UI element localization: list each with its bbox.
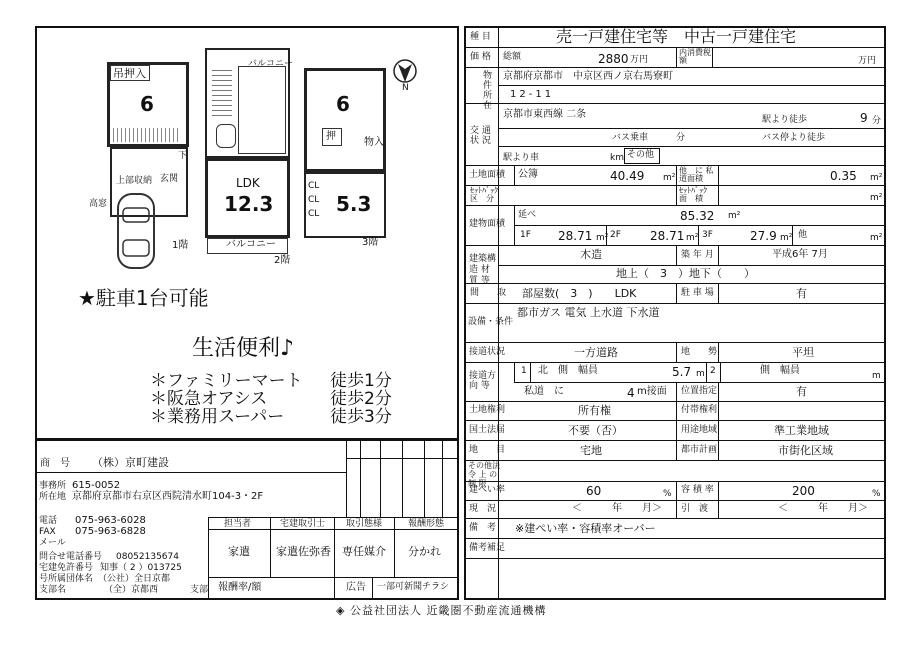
terrain: 平坦 (792, 346, 814, 359)
status-label: 現 況 (469, 504, 497, 514)
price-value: 2880 (598, 52, 629, 66)
f3-cl-1: CL (308, 181, 320, 191)
f3-room-size: 6 (336, 92, 350, 116)
location-line-2: 12-11 (510, 89, 555, 100)
f2-area: 28.71 (650, 229, 685, 243)
attached-label: 付帯権利 (681, 405, 718, 415)
remarks-label: 備 考 (469, 523, 497, 533)
price-prefix: 総額 (503, 52, 522, 62)
type-label: 種 目 (470, 32, 491, 42)
facilities: 都市ガス 電気 上水道 下水道 (517, 306, 660, 319)
land-right-label: 土地権利 (469, 405, 506, 415)
tax-label: 内消費税 額 (679, 48, 711, 65)
landcat: 宅地 (580, 444, 602, 457)
zoning: 準工業地域 (774, 424, 829, 437)
far: 200 (792, 484, 815, 498)
staff-header: 担当者 (224, 519, 252, 529)
land-m2: m² (663, 173, 676, 183)
staff-header: 取引態様 (346, 519, 383, 529)
price-unit: 万円 (630, 55, 649, 65)
f2-cl: CL (308, 195, 320, 205)
agent-inquiry: 08052135674 (116, 552, 179, 562)
location-line-1: 京都府京都市 中京区西ノ京右馬寮町 (503, 71, 673, 82)
f2-balcony-top: バルコニー (248, 59, 294, 69)
private-road-m2: m² (870, 173, 883, 183)
nearby-name: ＊ファミリーマート (150, 371, 303, 391)
f3-area-m2: m² (780, 233, 793, 243)
city-plan: 市街化区域 (778, 444, 833, 457)
f1-hall: 下 (178, 151, 188, 161)
tax-unit: 万円 (858, 56, 877, 66)
zoning-label: 用途地域 (681, 425, 718, 435)
delivery-label: 引 渡 (681, 504, 709, 514)
ad-value: 一部可新聞チラシ (377, 582, 450, 592)
agent-branch: （全）京都西 (104, 585, 159, 595)
layout-label: 間 取 (470, 288, 507, 298)
agent-group: （公社）全日京都 (98, 574, 171, 584)
f2-label: 2階 (274, 255, 291, 266)
agent-address: 京都府京都市右京区西院清水町104-3・2F (72, 491, 264, 502)
by-car: 駅より車 (503, 153, 540, 163)
f3-area-label: 3F (702, 230, 713, 240)
parking-note: ★駐車1台可能 (78, 286, 209, 310)
built-label: 築 年 月 (681, 250, 714, 260)
f1-oshiire: 吊押入 (113, 67, 146, 80)
agent-zip: 615-0052 (72, 480, 121, 491)
agent-tel-label: 電話 (39, 516, 58, 526)
agent-branch-label: 支部名 (39, 585, 67, 595)
dir1: 北 側 幅員 (538, 365, 598, 376)
walk-minutes: 9 (860, 111, 868, 125)
bldg-label: 建物面積 (469, 219, 506, 229)
agent-group-label: 号所属団体名 (39, 574, 94, 584)
f3-area: 27.9 (750, 229, 777, 243)
bcr: 60 (586, 484, 602, 498)
parking-label: 駐 車 場 (681, 288, 714, 298)
private-road-area: 0.35 (830, 169, 857, 183)
property-type: 売一戸建住宅等 中古一戸建住宅 (556, 27, 797, 46)
bus-unit: 分 (676, 133, 686, 143)
built-date: 平成6年 7月 (772, 249, 828, 260)
nearby-name: ＊業務用スーパー (150, 407, 285, 427)
f2-room-size: 5.3 (336, 192, 372, 216)
walk-label: 駅より徒歩 (762, 115, 808, 125)
frontage: m接面 (637, 386, 667, 397)
restriction-label: その他法令 上 の 制 限 (468, 461, 500, 488)
land-label: 土地面積 (469, 170, 506, 180)
setback-area-label: ｾｯﾄﾊﾞｯｸ 面 積 (679, 186, 707, 204)
agent-license-label: 宅建免許番号 (39, 563, 94, 573)
nearby-dist: 徒歩1分 (330, 371, 392, 391)
convenience-title: 生活便利♪ (192, 336, 295, 361)
other-area-label: 他 (798, 230, 808, 240)
dir2: 側 幅員 (760, 365, 800, 376)
setback-label: ｾｯﾄﾊﾞｯｸ 区 分 (470, 186, 498, 204)
car-icon (112, 188, 160, 272)
agent-office-label: 事務所 (39, 481, 67, 491)
setback-m2: m² (870, 193, 883, 203)
staff-header: 宅建取引士 (280, 519, 326, 529)
agent-branch-suffix: 支部 (190, 585, 209, 595)
plan-label: 都市計画 (681, 445, 718, 455)
layout: 部屋数( 3 ) LDK (522, 287, 637, 300)
road: 一方道路 (574, 346, 618, 359)
f3-oshiire: 押 (326, 131, 336, 142)
private-width: 4 (627, 386, 635, 400)
floors: 地上（ 3 ）地下（ ） (616, 267, 755, 280)
nearby-dist: 徒歩2分 (330, 389, 392, 409)
f3-cl-2: CL (308, 209, 320, 219)
footer-org: ◈ 公益社団法人 近畿圏不動産流通機構 (336, 604, 547, 617)
delivery: ＜ 年 月＞ (778, 503, 868, 514)
notice: 不要（否） (568, 424, 623, 437)
other-area-m2: m² (870, 233, 883, 243)
nearby-name: ＊阪急オアシス (150, 389, 268, 409)
agent-name: （株）京町建設 (92, 456, 169, 469)
nearby-dist: 徒歩3分 (330, 407, 392, 427)
terrain-label: 地 勢 (681, 347, 718, 357)
notice-label: 国土法届 (469, 425, 506, 435)
total-area: 85.32 (680, 209, 715, 223)
remarks: ※建ぺい率・容積率オーバー (515, 522, 656, 535)
agent-fax: 075-963-6828 (75, 526, 146, 537)
staff-value: 家遣佐弥香 (276, 545, 331, 558)
bcr-pct: % (663, 489, 672, 499)
road-label: 接道状況 (469, 347, 506, 357)
structure: 木造 (580, 248, 602, 261)
dir2-m: m (872, 371, 881, 381)
designated: 有 (796, 385, 807, 398)
agent-fax-label: FAX (39, 527, 56, 537)
total-m2: m² (728, 211, 741, 221)
agent-tel: 075-963-6028 (75, 515, 146, 526)
road-dir-label: 接道方向 等 (469, 371, 497, 391)
dir1-no: 1 (521, 366, 527, 376)
compass-icon (392, 58, 418, 84)
structure-label: 建築構造 材 質 等 (469, 254, 497, 286)
km-unit: km (610, 153, 624, 163)
staff-value: 分かれ (408, 545, 441, 558)
f3-monoire: 物入 (364, 137, 384, 148)
f2-balcony: バルコニー (226, 239, 276, 250)
f2-area-m2: m² (686, 233, 699, 243)
bus-walk-label: バス停より徒歩 (762, 133, 826, 143)
far-label: 容 積 率 (681, 485, 714, 495)
f2-ldk-label: LDK (236, 176, 260, 190)
status: ＜ 年 月＞ (572, 503, 662, 514)
dir1-width: 5.7 (672, 365, 692, 379)
staff-value: 専任媒介 (342, 545, 386, 558)
land-right: 所有権 (578, 404, 611, 417)
agent-mail-label: メール (39, 538, 66, 548)
walk-unit: 分 (872, 116, 882, 126)
location-label: 物 件 所 在 (483, 71, 493, 111)
remarks2-label: 備考補足 (469, 543, 506, 553)
facilities-label: 設備・条件 (468, 317, 514, 327)
train-line: 京都市東西線 二条 (503, 109, 587, 120)
agent-addr-label: 所在地 (39, 492, 67, 502)
fee-label: 報酬率/額 (218, 582, 262, 593)
bcr-label: 建ぺい率 (469, 485, 506, 495)
f1-garage-window: 高窓 (89, 199, 108, 209)
traffic-label: 交 通 状 況 (470, 126, 491, 146)
total-label: 延べ (518, 210, 537, 220)
landcat-label: 地 目 (469, 445, 506, 455)
f2-area-label: 2F (610, 230, 621, 240)
f2-ldk-size: 12.3 (224, 192, 274, 216)
dir2-no: 2 (710, 366, 716, 376)
dir1-m: m (696, 369, 705, 379)
f3-label: 3階 (362, 237, 379, 248)
price-label: 価 格 (470, 52, 491, 62)
bus-label: バス乗車 (612, 133, 649, 143)
f1-area-m2: m² (596, 233, 609, 243)
private-road: 私道 に (524, 386, 564, 397)
f1-label: 1階 (172, 240, 189, 251)
designated-label: 位置指定 (681, 386, 718, 396)
f1-entrance: 玄関 (160, 174, 179, 184)
parking-value: 有 (796, 287, 807, 300)
far-pct: % (872, 489, 881, 499)
compass-n: N (402, 83, 409, 93)
f1-area-label: 1F (520, 230, 531, 240)
agent-license: 知事（ 2 ）013725 (100, 563, 182, 573)
f1-storage: 上部収納 (116, 176, 153, 186)
ad-label: 広告 (346, 582, 366, 593)
staff-value: 家遣 (228, 545, 250, 558)
other-label: その他 (627, 150, 655, 160)
f1-room-size: 6 (140, 92, 154, 116)
agent-shogo-label: 商 号 (40, 458, 70, 469)
private-road-label: 他 に 私道面積 (679, 166, 714, 184)
land-area: 40.49 (610, 169, 645, 183)
agent-inquiry-label: 問合せ電話番号 (39, 552, 103, 562)
land-type: 公簿 (518, 169, 538, 180)
staff-header: 報酬形態 (408, 519, 445, 529)
f1-area: 28.71 (558, 229, 593, 243)
